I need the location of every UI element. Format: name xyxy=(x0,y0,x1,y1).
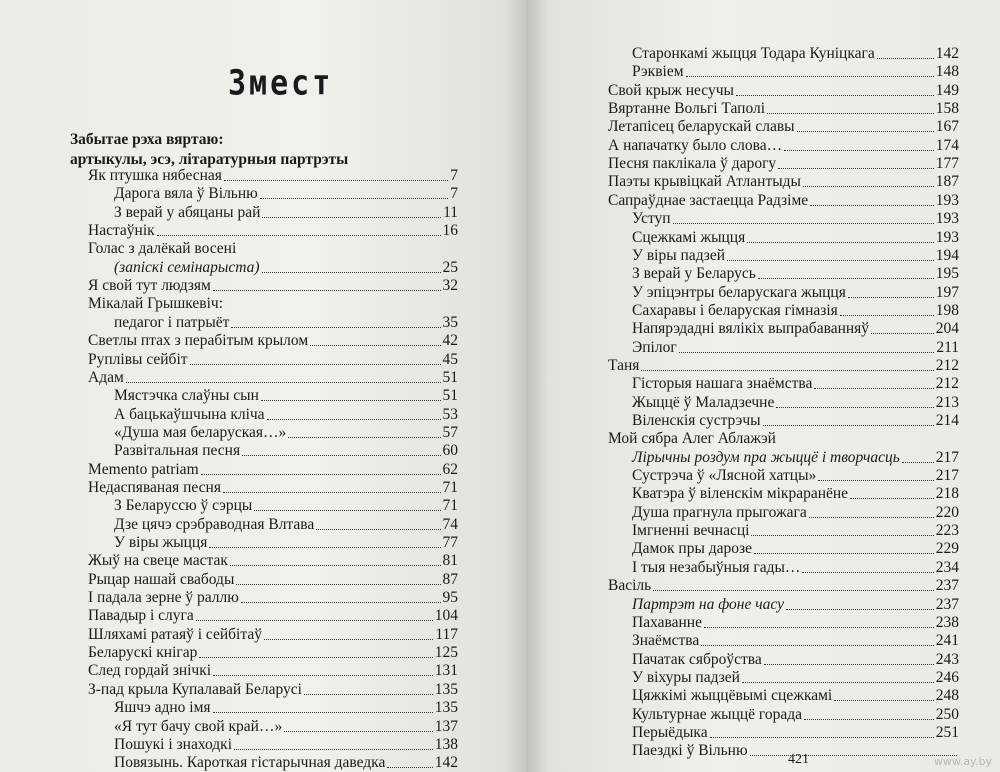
dot-leader xyxy=(213,712,433,713)
toc-entry-title: І тыя незабыўныя гады… xyxy=(632,558,801,576)
toc-entry-title: З Беларуссю ў сэрцы xyxy=(114,497,253,515)
toc-entry xyxy=(632,559,959,577)
toc-entry-title: Жыў на свеце мастак xyxy=(88,552,228,570)
toc-entry-title: Мястэчка слаўны сын xyxy=(114,387,259,405)
toc-entry xyxy=(114,534,458,552)
toc-entry-title: Цяжкімі жыццёвымі сцежкамі xyxy=(632,687,833,705)
toc-entry-page: 194 xyxy=(935,246,959,264)
toc-entry-page: 11 xyxy=(443,203,458,221)
toc-entry-title: Пахаванне xyxy=(632,613,702,631)
toc-entry-title: Таня xyxy=(608,356,640,374)
toc-entry-page: 167 xyxy=(935,118,959,136)
toc-entry-title: Мой сябра Алег Аблажэй xyxy=(608,430,776,448)
toc-entry-page: 142 xyxy=(935,45,959,62)
dot-leader xyxy=(310,345,440,346)
toc-entry-title: І падала зерне ў раллю xyxy=(88,589,239,607)
toc-entry xyxy=(632,467,959,485)
toc-entry-page: 213 xyxy=(935,393,959,411)
dot-leader xyxy=(764,664,934,665)
toc-entry xyxy=(88,662,458,680)
toc-entry-page: 57 xyxy=(442,423,458,441)
toc-entry-page: 74 xyxy=(442,515,458,533)
toc-entry-page: 237 xyxy=(935,595,959,613)
toc-entry-title: Шляхамі ратаяў і сейбітаў xyxy=(88,625,262,643)
toc-entry-title: Сапраўднае застаецца Радзіме xyxy=(608,191,809,209)
dot-leader xyxy=(190,364,441,365)
dot-leader xyxy=(758,278,934,279)
toc-entry-title: Сустрэча ў «Лясной хатцы» xyxy=(632,467,817,485)
toc-entry-page: 131 xyxy=(434,662,458,680)
toc-entry xyxy=(88,644,458,662)
dot-leader xyxy=(213,290,441,291)
dot-leader xyxy=(834,700,934,701)
toc-entry-title: Пошукі і знаходкі xyxy=(114,735,233,753)
toc-entry-page: 214 xyxy=(935,412,959,429)
toc-entry-page: 198 xyxy=(935,301,959,319)
toc-entry xyxy=(114,314,458,332)
toc-entry-title: Уступ xyxy=(632,210,671,228)
dot-leader xyxy=(902,462,934,463)
dot-leader xyxy=(810,205,934,206)
dot-leader xyxy=(288,437,440,438)
toc-entry-page: 243 xyxy=(935,650,959,668)
toc-entry-page: 211 xyxy=(936,338,959,356)
toc-entry-page: 212 xyxy=(935,356,959,374)
toc-entry xyxy=(608,118,959,136)
toc-entry xyxy=(88,571,458,589)
toc-entry xyxy=(632,320,959,338)
dot-leader xyxy=(802,572,933,573)
toc-entry xyxy=(632,394,959,412)
toc-entry xyxy=(88,167,458,185)
dot-leader xyxy=(199,657,432,658)
toc-entry-page: 117 xyxy=(435,625,458,643)
toc-entry xyxy=(632,45,959,63)
toc-entry-title: З верай у абяцаны рай xyxy=(114,203,261,221)
page-title: Змест xyxy=(228,63,334,104)
dot-leader xyxy=(262,217,441,218)
toc-entry-page: 60 xyxy=(442,442,458,460)
toc-entry-title: След гордай знічкі xyxy=(88,662,212,680)
toc-entry xyxy=(114,259,458,277)
dot-leader xyxy=(727,260,934,261)
toc-entry-title: Сахаравы і беларуская гімназія xyxy=(632,301,838,319)
toc-entry-title: (запіскі семінарыста) xyxy=(114,258,260,276)
dot-leader xyxy=(754,553,934,554)
toc-entry-page: 45 xyxy=(442,350,458,368)
dot-leader xyxy=(231,327,440,328)
toc-entry xyxy=(88,607,458,625)
dot-leader xyxy=(236,584,440,585)
toc-entry-title: А напачатку было слова… xyxy=(608,136,783,154)
toc-entry-page: 158 xyxy=(935,100,959,118)
dot-leader xyxy=(877,58,934,59)
toc-entry-page: 125 xyxy=(434,644,458,662)
dot-leader xyxy=(209,547,440,548)
toc-entry-title: Настаўнік xyxy=(88,222,155,240)
toc-entry xyxy=(632,614,959,632)
toc-entry-title: Жыццё ў Маладзечне xyxy=(632,393,775,411)
dot-leader xyxy=(751,535,933,536)
toc-entry-title: Васіль xyxy=(608,577,652,595)
toc-entry-title: З-пад крыла Купалавай Беларусі xyxy=(88,680,302,698)
toc-entry-page: 250 xyxy=(935,705,959,723)
dot-leader xyxy=(803,186,934,187)
toc-entry xyxy=(632,339,959,357)
dot-leader xyxy=(254,510,440,511)
dot-leader xyxy=(653,590,934,591)
toc-entry-title: Рэквіем xyxy=(632,63,684,81)
toc-entry-title: Сцежкамі жыцця xyxy=(632,228,746,246)
toc-entry xyxy=(88,589,458,607)
toc-entry-page: 195 xyxy=(935,265,959,283)
dot-leader xyxy=(126,382,441,383)
toc-entry-title: Светлы птах з перабітым крылом xyxy=(88,332,309,350)
toc-entry-page: 95 xyxy=(442,589,458,607)
toc-entry xyxy=(88,681,458,699)
toc-entry-title: Дзе цячэ срэбраводная Влтава xyxy=(114,515,315,533)
toc-entry-page: 187 xyxy=(935,173,959,191)
toc-entry xyxy=(88,240,458,258)
toc-entry-title: педагог і патрыёт xyxy=(114,313,230,331)
toc-entry xyxy=(88,461,458,479)
toc-entry-page: 87 xyxy=(442,570,458,588)
toc-entry-title: Дамок пры дарозе xyxy=(632,540,753,558)
toc-entry xyxy=(114,736,458,754)
toc-entry xyxy=(88,479,458,497)
toc-entry xyxy=(114,718,458,736)
toc-entry xyxy=(632,504,959,522)
toc-entry-title: Руплівы сейбіт xyxy=(88,350,188,368)
dot-leader xyxy=(784,150,934,151)
toc-entry-title: Знаёмства xyxy=(632,632,700,650)
toc-entry xyxy=(632,284,959,302)
toc-entry-page: 248 xyxy=(935,687,959,705)
toc-entry xyxy=(114,424,458,442)
toc-entry-page: 7 xyxy=(450,185,458,203)
toc-entry-title: Перыёдыка xyxy=(632,723,708,741)
toc-entry-title: Як птушка нябесная xyxy=(88,167,222,184)
toc-entry-title: Старонкамі жыцця Тодара Куніцкага xyxy=(632,45,875,62)
toc-entry xyxy=(88,369,458,387)
toc-entry xyxy=(88,552,458,570)
toc-entry xyxy=(632,632,959,650)
toc-entry xyxy=(88,295,458,313)
toc-entry-title: Душа прагнула прыгожага xyxy=(632,503,807,521)
toc-entry-page: 137 xyxy=(434,717,458,735)
toc-entry xyxy=(632,706,959,724)
toc-entry-page: 35 xyxy=(442,313,458,331)
toc-entry-page: 62 xyxy=(442,460,458,478)
toc-entry-page: 51 xyxy=(442,387,458,405)
toc-entry xyxy=(632,449,959,467)
toc-entry-title: Гісторыя нашага знаёмства xyxy=(632,375,813,393)
toc-entry xyxy=(632,210,959,228)
toc-entry xyxy=(114,185,458,203)
dot-leader xyxy=(387,767,432,768)
dot-leader xyxy=(704,627,934,628)
dot-leader xyxy=(797,131,934,132)
toc-entry-page: 104 xyxy=(434,607,458,625)
toc-entry-title: Повязынь. Кароткая гістарычная даведка xyxy=(114,754,386,772)
toc-entry-page: 246 xyxy=(935,668,959,686)
toc-entry-title: Адам xyxy=(88,368,124,386)
toc-entry-title: Развітальная песня xyxy=(114,442,241,460)
toc-entry-page: 234 xyxy=(935,558,959,576)
dot-leader xyxy=(157,235,441,236)
toc-entry-title: Мікалай Грышкевіч: xyxy=(88,295,224,313)
dot-leader xyxy=(224,180,448,181)
dot-leader xyxy=(763,425,934,426)
toc-entry-title: Memento patriam xyxy=(88,460,199,478)
toc-entry-title: Свой крыж несучы xyxy=(608,81,734,99)
dot-leader xyxy=(778,168,934,169)
toc-entry-title: Культурнае жыццё горада xyxy=(632,705,803,723)
toc-entry xyxy=(88,332,458,350)
right-page xyxy=(526,0,1000,772)
toc-entry-title: Я свой тут людзям xyxy=(88,277,211,295)
toc-entry-title: У віры падзей xyxy=(632,246,726,264)
toc-entry-title: Напярэдадні вялікіх выпрабаванняў xyxy=(632,320,870,338)
toc-entry-title: «Душа мая беларуская…» xyxy=(114,423,287,441)
dot-leader xyxy=(223,492,441,493)
toc-entry xyxy=(608,155,959,173)
toc-entry xyxy=(114,442,458,460)
dot-leader xyxy=(736,95,934,96)
toc-entry xyxy=(608,137,959,155)
toc-entry-page: 135 xyxy=(434,680,458,698)
toc-entry-page: 193 xyxy=(935,228,959,246)
toc-entry-page: 193 xyxy=(935,191,959,209)
dot-leader xyxy=(267,419,441,420)
toc-entry-page: 135 xyxy=(434,699,458,717)
dot-leader xyxy=(818,480,933,481)
dot-leader xyxy=(850,498,934,499)
toc-entry-page: 204 xyxy=(935,320,959,338)
dot-leader xyxy=(262,272,441,273)
toc-entry-page: 177 xyxy=(935,155,959,173)
toc-entry-page: 142 xyxy=(434,754,458,772)
toc-entry-title: Дарога вяла ў Вільню xyxy=(114,185,258,203)
toc-entry xyxy=(632,596,959,614)
dot-leader xyxy=(196,620,433,621)
toc-entry-page: 223 xyxy=(935,522,959,540)
toc-entry xyxy=(608,577,959,595)
watermark: www.ay.by xyxy=(933,755,992,768)
page-number: 421 xyxy=(788,752,809,767)
toc-entry xyxy=(88,351,458,369)
dot-leader xyxy=(304,694,433,695)
toc-entry-page: 71 xyxy=(442,478,458,496)
toc-entry-title: Паездкі ў Вільню xyxy=(632,742,748,760)
toc-entry xyxy=(632,522,959,540)
toc-entry xyxy=(632,540,959,558)
dot-leader xyxy=(230,565,441,566)
toc-entry-title: Яшчэ адно імя xyxy=(114,699,211,717)
toc-entry xyxy=(632,412,959,430)
toc-entry-page: 53 xyxy=(442,405,458,423)
toc-entry-title: Беларускі кнігар xyxy=(88,644,198,662)
toc-entry-title: Песня паклікала ў дарогу xyxy=(608,155,777,173)
toc-entry-page: 220 xyxy=(935,503,959,521)
dot-leader xyxy=(871,333,934,334)
toc-entry-title: У эпіцэнтры беларускага жыцця xyxy=(632,283,846,301)
dot-leader xyxy=(742,682,934,683)
dot-leader xyxy=(284,731,433,732)
toc-entry-title: Эпілог xyxy=(632,338,677,356)
toc-entry xyxy=(608,100,959,118)
toc-entry xyxy=(88,626,458,644)
toc-entry-title: Голас з далёкай восені xyxy=(88,240,237,258)
toc-entry xyxy=(608,173,959,191)
toc-entry-page: 77 xyxy=(442,534,458,551)
dot-leader xyxy=(673,223,934,224)
toc-entry-title: Імгненні вечнасці xyxy=(632,522,750,540)
toc-entry-title: Кватэра ў віленскім мікраранёне xyxy=(632,485,849,503)
toc-entry xyxy=(608,192,959,210)
toc-entry-title: «Я тут бачу свой край…» xyxy=(114,717,283,735)
dot-leader xyxy=(747,242,934,243)
toc-entry-page: 238 xyxy=(935,613,959,631)
toc-entry-title: Летапісец беларускай славы xyxy=(608,118,795,136)
dot-leader xyxy=(241,602,441,603)
toc-entry-page: 174 xyxy=(935,136,959,154)
toc-entry-title: У віхуры падзей xyxy=(632,668,740,686)
toc-entry xyxy=(632,651,959,669)
dot-leader xyxy=(710,737,934,738)
toc-entry-title: Рыцар нашай свабоды xyxy=(88,570,235,588)
toc-entry-page: 237 xyxy=(935,577,959,595)
dot-leader xyxy=(804,719,934,720)
dot-leader xyxy=(316,529,440,530)
toc-entry-page: 229 xyxy=(935,540,959,558)
toc-entry xyxy=(114,699,458,717)
toc-entry xyxy=(632,724,959,742)
dot-leader xyxy=(679,352,935,353)
toc-entry-title: У віры жыцця xyxy=(114,534,208,551)
toc-entry xyxy=(608,82,959,100)
toc-entry xyxy=(608,357,959,375)
toc-entry xyxy=(632,375,959,393)
dot-leader xyxy=(242,455,440,456)
dot-leader xyxy=(701,645,933,646)
dot-leader xyxy=(641,370,933,371)
toc-entry-title: З верай у Беларусь xyxy=(632,265,756,283)
toc-entry-page: 51 xyxy=(442,368,458,386)
toc-entry-page: 148 xyxy=(935,63,959,81)
toc-entry-title: Вяртанне Вольгі Таполі xyxy=(608,100,766,118)
toc-entry-title: А бацькаўшчына кліча xyxy=(114,405,265,423)
dot-leader xyxy=(786,609,934,610)
toc-entry xyxy=(114,406,458,424)
dot-leader xyxy=(750,755,957,756)
dot-leader xyxy=(848,297,934,298)
toc-entry-page: 197 xyxy=(935,283,959,301)
toc-entry xyxy=(88,222,458,240)
toc-entry xyxy=(632,302,959,320)
toc-entry-page: 81 xyxy=(442,552,458,570)
toc-entry-page: 217 xyxy=(935,467,959,485)
toc-entry-page: 218 xyxy=(935,485,959,503)
toc-entry-page: 16 xyxy=(442,222,458,240)
toc-entry-title: Недаспяваная песня xyxy=(88,478,221,496)
dot-leader xyxy=(234,749,433,750)
dot-leader xyxy=(767,113,934,114)
toc-entry xyxy=(632,485,959,503)
toc-entry xyxy=(88,277,458,295)
toc-entry xyxy=(114,516,458,534)
toc-entry-page: 138 xyxy=(434,735,458,753)
toc-entry-page: 193 xyxy=(935,210,959,228)
dot-leader xyxy=(260,198,449,199)
dot-leader xyxy=(776,407,933,408)
section-heading-line-2: артыкулы, эсэ, літаратурныя партрэты xyxy=(70,151,349,168)
toc-entry-title: Пачатак сяброўства xyxy=(632,650,762,668)
toc-entry-page: 251 xyxy=(935,723,959,741)
toc-entry xyxy=(114,387,458,405)
toc-entry xyxy=(114,204,458,222)
dot-leader xyxy=(213,675,433,676)
toc-entry xyxy=(608,430,959,448)
toc-entry-title: Павадыр і слуга xyxy=(88,607,194,625)
toc-entry-title: Паэты крывіцкай Атлантыды xyxy=(608,173,801,191)
toc-entry xyxy=(114,754,458,772)
toc-entry-title: Лірычны роздум пра жыццё і творчасць xyxy=(632,448,900,466)
toc-entry xyxy=(632,265,959,283)
toc-entry-title: Віленскія сустрэчы xyxy=(632,412,761,429)
toc-entry-page: 32 xyxy=(442,277,458,295)
dot-leader xyxy=(686,76,934,77)
toc-entry-page: 212 xyxy=(935,375,959,393)
dot-leader xyxy=(814,388,933,389)
dot-leader xyxy=(264,639,433,640)
toc-entry-page: 241 xyxy=(935,632,959,650)
toc-entry xyxy=(114,497,458,515)
toc-entry xyxy=(632,229,959,247)
toc-entry-title: Партрэт на фоне часу xyxy=(632,595,785,613)
toc-entry xyxy=(632,687,959,705)
dot-leader xyxy=(809,517,934,518)
toc-entry-page: 25 xyxy=(442,258,458,276)
dot-leader xyxy=(261,400,441,401)
dot-leader xyxy=(840,315,934,316)
toc-entry-page: 217 xyxy=(935,448,959,466)
toc-entry xyxy=(632,669,959,687)
toc-entry-page: 42 xyxy=(442,332,458,350)
toc-entry-page: 7 xyxy=(450,167,458,184)
section-heading-line-1: Забытае рэха вяртаю: xyxy=(70,131,224,148)
toc-entry-page: 71 xyxy=(442,497,458,515)
dot-leader xyxy=(201,474,441,475)
toc-entry xyxy=(632,247,959,265)
toc-entry-page: 149 xyxy=(935,81,959,99)
toc-entry xyxy=(632,63,959,81)
